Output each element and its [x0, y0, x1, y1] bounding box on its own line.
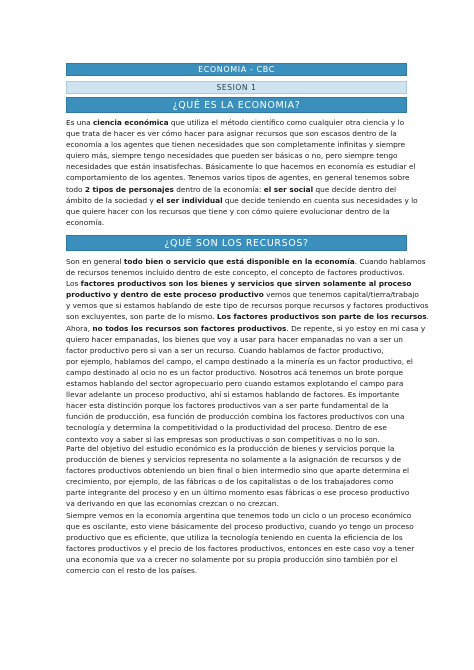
- bold-phrase: no todos los recursos son factores productivos: [92, 323, 287, 333]
- text-line: productivo y dentro de este proceso productivo vemos que tenemos capital/tierra/trabajo: [66, 290, 419, 300]
- text-line: por ejemplo, hablamos del campo, el campo destinado a la minería es un factor productivo, el: [66, 356, 413, 366]
- bold-phrase: el ser individual: [156, 195, 223, 205]
- text-line: crecimiento, por ejemplo, de las fábricas o de los capitalistas o de los trabajadores como: [66, 477, 394, 487]
- text-line: una economía que va a crecer no solamente por su propia producción sino también por el: [66, 554, 398, 564]
- text-line: producción de bienes y servicios representa no solamente a la asignación de recursos y de: [66, 455, 402, 465]
- text-line: economía.: [66, 217, 105, 227]
- paragraph-recursos: [66, 256, 429, 445]
- text-line: todo 2 tipos de personajes dentro de la economía: el ser social que decide dentro del: [66, 184, 397, 194]
- bold-phrase: factores productivos son los bienes y servicios que sirven solamente al proceso: [80, 279, 412, 289]
- text-line: comportamiento de los agentes. Tenemos varios tipos de agentes, en general tenemos sobre: [66, 173, 410, 183]
- bold-phrase: 2 tipos de personajes: [84, 184, 174, 194]
- bold-phrase: todo bien o servicio que está disponible en la economía: [123, 257, 355, 266]
- text-line: función de producción, esa función de producción combina los factores productivos con una: [66, 412, 405, 422]
- section-heading-economia: ¿QUÉ ES LA ECONOMIA?: [66, 97, 407, 113]
- bold-phrase: Los factores productivos son parte de los recursos: [216, 312, 427, 322]
- text-line: economía a los agentes que tienen necesidades que son completamente infinitas y siempre: [66, 140, 406, 150]
- bold-phrase: productivo y dentro de este proceso productivo: [66, 290, 264, 300]
- text-line: y vemos que si estamos hablando de este tipo de recursos porque recursos y factores productivos: [66, 301, 429, 311]
- text-line: ámbito de la sociedad y el ser individual que decide teniendo en cuenta sus necesidades y lo: [66, 195, 418, 205]
- session-label-bar: SESION 1: [66, 81, 407, 94]
- text-line: factores productivos y el precio de los factores productivos, entonces en este caso voy a tener: [66, 543, 415, 553]
- text-line: Los factores productivos son los bienes y servicios que sirven solamente al proceso: [66, 279, 412, 289]
- text-line: contexto voy a saber si las empresas son productivas o son competitivas o no lo son.: [66, 434, 380, 444]
- text-line: que quiere hacer con los recursos que tiene y con cómo quiere evolucionar dentro de la: [66, 206, 390, 216]
- text-line: hacer esta distinción porque los factores productivos van a ser parte fundamental de la: [66, 401, 389, 411]
- text-line: que es oscilante, esto viene básicamente del proceso productivo, cuando yo tengo un proceso: [66, 521, 414, 531]
- text-line: va derivando en que las economías crezcan o no crezcan.: [66, 499, 279, 509]
- paragraph-economia: [66, 117, 418, 228]
- document-title-bar: ECONOMIA - CBC: [66, 63, 407, 76]
- text-line: factor productivo pero si van a ser un recurso. Cuando hablamos de factor productivo,: [66, 345, 384, 355]
- text-line: Parte del objetivo del estudio económico es la producción de bienes y servicios porque la: [66, 444, 395, 453]
- text-line: necesidades que están insatisfechas. Básicamente lo que hacemos en economía es estudiar el: [66, 162, 416, 172]
- text-line: Son en general todo bien o servicio que está disponible en la economía. Cuando hablamos: [66, 257, 426, 266]
- text-line: quiero más, siempre tengo necesidades que pueden ser básicas o no, pero siempre tengo: [66, 151, 398, 161]
- text-line: Es una ciencia económica que utiliza el método científico como cualquier otra ciencia y lo: [66, 118, 405, 127]
- paragraph-produccion: [66, 443, 415, 576]
- text-line: de recursos tenemos incluido dentro de este concepto, el concepto de factores productivos.: [66, 268, 405, 278]
- text-line: estamos hablando del sector agropecuario pero cuando estamos explotando el campo para: [66, 379, 404, 389]
- text-line: Ahora, no todos los recursos son factores productivos. De repente, si yo estoy en mi casa y: [66, 323, 426, 333]
- text-line: quiero hacer empanadas, los bienes que voy a usar para hacer empanadas no van a ser un: [66, 334, 403, 344]
- bold-phrase: el ser social: [263, 184, 314, 194]
- text-line: productivo que es eficiente, que utiliza la tecnología teniendo en cuenta la eficiencia de los: [66, 532, 403, 542]
- text-line: llevar adelante un proceso productivo, ahí si estamos hablando de factores. Es importante: [66, 390, 400, 400]
- text-line: Siempre vemos en la economía argentina que tenemos todo un ciclo o un proceso económico: [66, 510, 412, 520]
- section-heading-recursos: ¿QUÉ SON LOS RECURSOS?: [66, 235, 407, 251]
- text-line: que trata de hacer es ver cómo hacer para asignar recursos que son escasos dentro de la: [66, 129, 397, 139]
- text-line: comercio con el resto de los países.: [66, 566, 198, 576]
- bold-phrase: ciencia económica: [92, 118, 169, 127]
- text-line: tecnología y determina la competitividad o la productividad del proceso. Dentro de ese: [66, 423, 387, 433]
- text-line: parte integrante del proceso y en un último momento esas fábricas o ese proceso productivo: [66, 488, 410, 498]
- text-line: factores productivos obteniendo un bien final o bien intermedio sino que aparte determina el: [66, 466, 410, 476]
- text-line: campo destinado al ocio no es un factor productivo. Nosotros acá tenemos un brote porque: [66, 367, 404, 377]
- text-line: son excluyentes, son parte de lo mismo. Los factores productivos son parte de los recursos.: [66, 312, 429, 322]
